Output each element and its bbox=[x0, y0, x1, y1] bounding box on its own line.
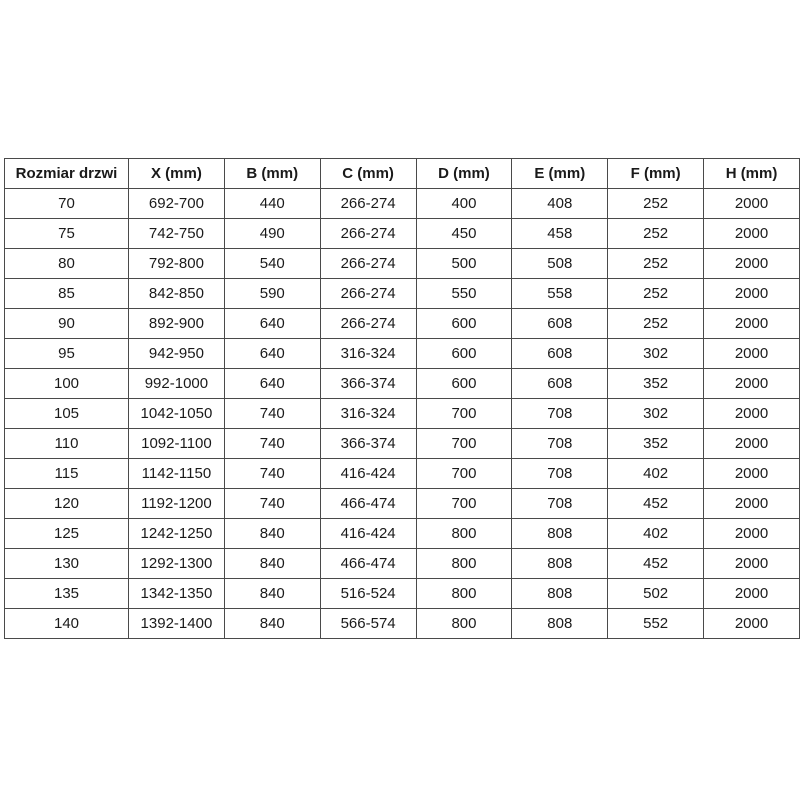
table-row bbox=[5, 519, 800, 549]
table-cell: 800 bbox=[416, 549, 512, 579]
table-cell: 516-524 bbox=[320, 579, 416, 609]
table-cell: 608 bbox=[512, 309, 608, 339]
table-row bbox=[5, 279, 800, 309]
table-cell: 1392-1400 bbox=[129, 609, 225, 639]
table-cell: 125 bbox=[5, 519, 129, 549]
column-header-1: X (mm) bbox=[129, 159, 225, 189]
table-cell: 90 bbox=[5, 309, 129, 339]
table-cell: 502 bbox=[608, 579, 704, 609]
table-cell: 840 bbox=[224, 609, 320, 639]
table-cell: 458 bbox=[512, 219, 608, 249]
table-row bbox=[5, 429, 800, 459]
table-cell: 552 bbox=[608, 609, 704, 639]
table-cell: 600 bbox=[416, 369, 512, 399]
table-cell: 130 bbox=[5, 549, 129, 579]
table-cell: 992-1000 bbox=[129, 369, 225, 399]
table-cell: 1042-1050 bbox=[129, 399, 225, 429]
table-cell: 408 bbox=[512, 189, 608, 219]
table-cell: 490 bbox=[224, 219, 320, 249]
table-cell: 115 bbox=[5, 459, 129, 489]
table-cell: 740 bbox=[224, 429, 320, 459]
column-header-6: F (mm) bbox=[608, 159, 704, 189]
table-cell: 508 bbox=[512, 249, 608, 279]
table-row bbox=[5, 309, 800, 339]
table-cell: 252 bbox=[608, 279, 704, 309]
table-cell: 2000 bbox=[704, 189, 800, 219]
table-head bbox=[5, 159, 800, 189]
table-row bbox=[5, 339, 800, 369]
table-cell: 466-474 bbox=[320, 489, 416, 519]
table-row bbox=[5, 489, 800, 519]
table-cell: 1092-1100 bbox=[129, 429, 225, 459]
table-cell: 808 bbox=[512, 579, 608, 609]
table-cell: 540 bbox=[224, 249, 320, 279]
table-cell: 740 bbox=[224, 489, 320, 519]
table-row bbox=[5, 369, 800, 399]
table-cell: 842-850 bbox=[129, 279, 225, 309]
table-cell: 700 bbox=[416, 489, 512, 519]
table-cell: 266-274 bbox=[320, 189, 416, 219]
table-cell: 352 bbox=[608, 429, 704, 459]
table-cell: 2000 bbox=[704, 609, 800, 639]
table-cell: 1242-1250 bbox=[129, 519, 225, 549]
table-cell: 75 bbox=[5, 219, 129, 249]
table-cell: 366-374 bbox=[320, 369, 416, 399]
size-table-container bbox=[4, 158, 800, 639]
table-cell: 135 bbox=[5, 579, 129, 609]
table-cell: 590 bbox=[224, 279, 320, 309]
table-cell: 1192-1200 bbox=[129, 489, 225, 519]
table-cell: 2000 bbox=[704, 339, 800, 369]
table-cell: 500 bbox=[416, 249, 512, 279]
table-cell: 2000 bbox=[704, 489, 800, 519]
table-cell: 100 bbox=[5, 369, 129, 399]
table-cell: 740 bbox=[224, 399, 320, 429]
table-cell: 708 bbox=[512, 399, 608, 429]
table-cell: 252 bbox=[608, 249, 704, 279]
table-cell: 416-424 bbox=[320, 519, 416, 549]
table-cell: 566-574 bbox=[320, 609, 416, 639]
table-cell: 452 bbox=[608, 489, 704, 519]
table-cell: 252 bbox=[608, 219, 704, 249]
table-cell: 400 bbox=[416, 189, 512, 219]
door-size-table bbox=[4, 158, 800, 639]
table-cell: 402 bbox=[608, 519, 704, 549]
table-cell: 402 bbox=[608, 459, 704, 489]
table-row bbox=[5, 219, 800, 249]
table-row bbox=[5, 249, 800, 279]
column-header-7: H (mm) bbox=[704, 159, 800, 189]
table-cell: 440 bbox=[224, 189, 320, 219]
table-cell: 266-274 bbox=[320, 219, 416, 249]
table-cell: 2000 bbox=[704, 219, 800, 249]
table-cell: 2000 bbox=[704, 309, 800, 339]
column-header-2: B (mm) bbox=[224, 159, 320, 189]
table-cell: 792-800 bbox=[129, 249, 225, 279]
table-cell: 700 bbox=[416, 399, 512, 429]
table-cell: 1342-1350 bbox=[129, 579, 225, 609]
table-cell: 708 bbox=[512, 489, 608, 519]
table-cell: 140 bbox=[5, 609, 129, 639]
table-cell: 266-274 bbox=[320, 309, 416, 339]
table-cell: 800 bbox=[416, 609, 512, 639]
table-cell: 840 bbox=[224, 549, 320, 579]
table-cell: 692-700 bbox=[129, 189, 225, 219]
table-cell: 316-324 bbox=[320, 399, 416, 429]
table-cell: 800 bbox=[416, 579, 512, 609]
table-cell: 452 bbox=[608, 549, 704, 579]
table-cell: 110 bbox=[5, 429, 129, 459]
table-cell: 892-900 bbox=[129, 309, 225, 339]
table-cell: 416-424 bbox=[320, 459, 416, 489]
table-cell: 550 bbox=[416, 279, 512, 309]
table-cell: 608 bbox=[512, 339, 608, 369]
table-cell: 700 bbox=[416, 459, 512, 489]
table-cell: 608 bbox=[512, 369, 608, 399]
table-cell: 252 bbox=[608, 189, 704, 219]
table-cell: 840 bbox=[224, 519, 320, 549]
table-row bbox=[5, 399, 800, 429]
table-cell: 2000 bbox=[704, 549, 800, 579]
table-cell: 120 bbox=[5, 489, 129, 519]
table-cell: 466-474 bbox=[320, 549, 416, 579]
table-cell: 2000 bbox=[704, 369, 800, 399]
table-cell: 85 bbox=[5, 279, 129, 309]
table-cell: 2000 bbox=[704, 459, 800, 489]
table-cell: 2000 bbox=[704, 249, 800, 279]
table-cell: 1292-1300 bbox=[129, 549, 225, 579]
table-cell: 640 bbox=[224, 339, 320, 369]
table-cell: 2000 bbox=[704, 399, 800, 429]
table-row bbox=[5, 609, 800, 639]
table-cell: 600 bbox=[416, 339, 512, 369]
table-cell: 1142-1150 bbox=[129, 459, 225, 489]
table-cell: 366-374 bbox=[320, 429, 416, 459]
table-cell: 640 bbox=[224, 309, 320, 339]
table-cell: 2000 bbox=[704, 519, 800, 549]
table-cell: 266-274 bbox=[320, 249, 416, 279]
table-cell: 70 bbox=[5, 189, 129, 219]
table-cell: 95 bbox=[5, 339, 129, 369]
table-cell: 252 bbox=[608, 309, 704, 339]
table-cell: 302 bbox=[608, 339, 704, 369]
table-cell: 742-750 bbox=[129, 219, 225, 249]
table-cell: 708 bbox=[512, 459, 608, 489]
column-header-5: E (mm) bbox=[512, 159, 608, 189]
table-cell: 740 bbox=[224, 459, 320, 489]
column-header-4: D (mm) bbox=[416, 159, 512, 189]
table-cell: 352 bbox=[608, 369, 704, 399]
table-cell: 266-274 bbox=[320, 279, 416, 309]
table-cell: 942-950 bbox=[129, 339, 225, 369]
table-row bbox=[5, 549, 800, 579]
table-body bbox=[5, 189, 800, 639]
table-header-row bbox=[5, 159, 800, 189]
column-header-0: Rozmiar drzwi bbox=[5, 159, 129, 189]
table-row bbox=[5, 459, 800, 489]
table-cell: 808 bbox=[512, 549, 608, 579]
table-cell: 640 bbox=[224, 369, 320, 399]
table-cell: 80 bbox=[5, 249, 129, 279]
table-cell: 600 bbox=[416, 309, 512, 339]
table-cell: 2000 bbox=[704, 279, 800, 309]
table-cell: 302 bbox=[608, 399, 704, 429]
table-row bbox=[5, 579, 800, 609]
column-header-3: C (mm) bbox=[320, 159, 416, 189]
table-cell: 450 bbox=[416, 219, 512, 249]
table-cell: 2000 bbox=[704, 429, 800, 459]
table-cell: 316-324 bbox=[320, 339, 416, 369]
table-cell: 700 bbox=[416, 429, 512, 459]
table-cell: 840 bbox=[224, 579, 320, 609]
table-cell: 105 bbox=[5, 399, 129, 429]
table-cell: 2000 bbox=[704, 579, 800, 609]
table-cell: 708 bbox=[512, 429, 608, 459]
table-row bbox=[5, 189, 800, 219]
table-cell: 808 bbox=[512, 519, 608, 549]
table-cell: 558 bbox=[512, 279, 608, 309]
table-cell: 800 bbox=[416, 519, 512, 549]
table-cell: 808 bbox=[512, 609, 608, 639]
